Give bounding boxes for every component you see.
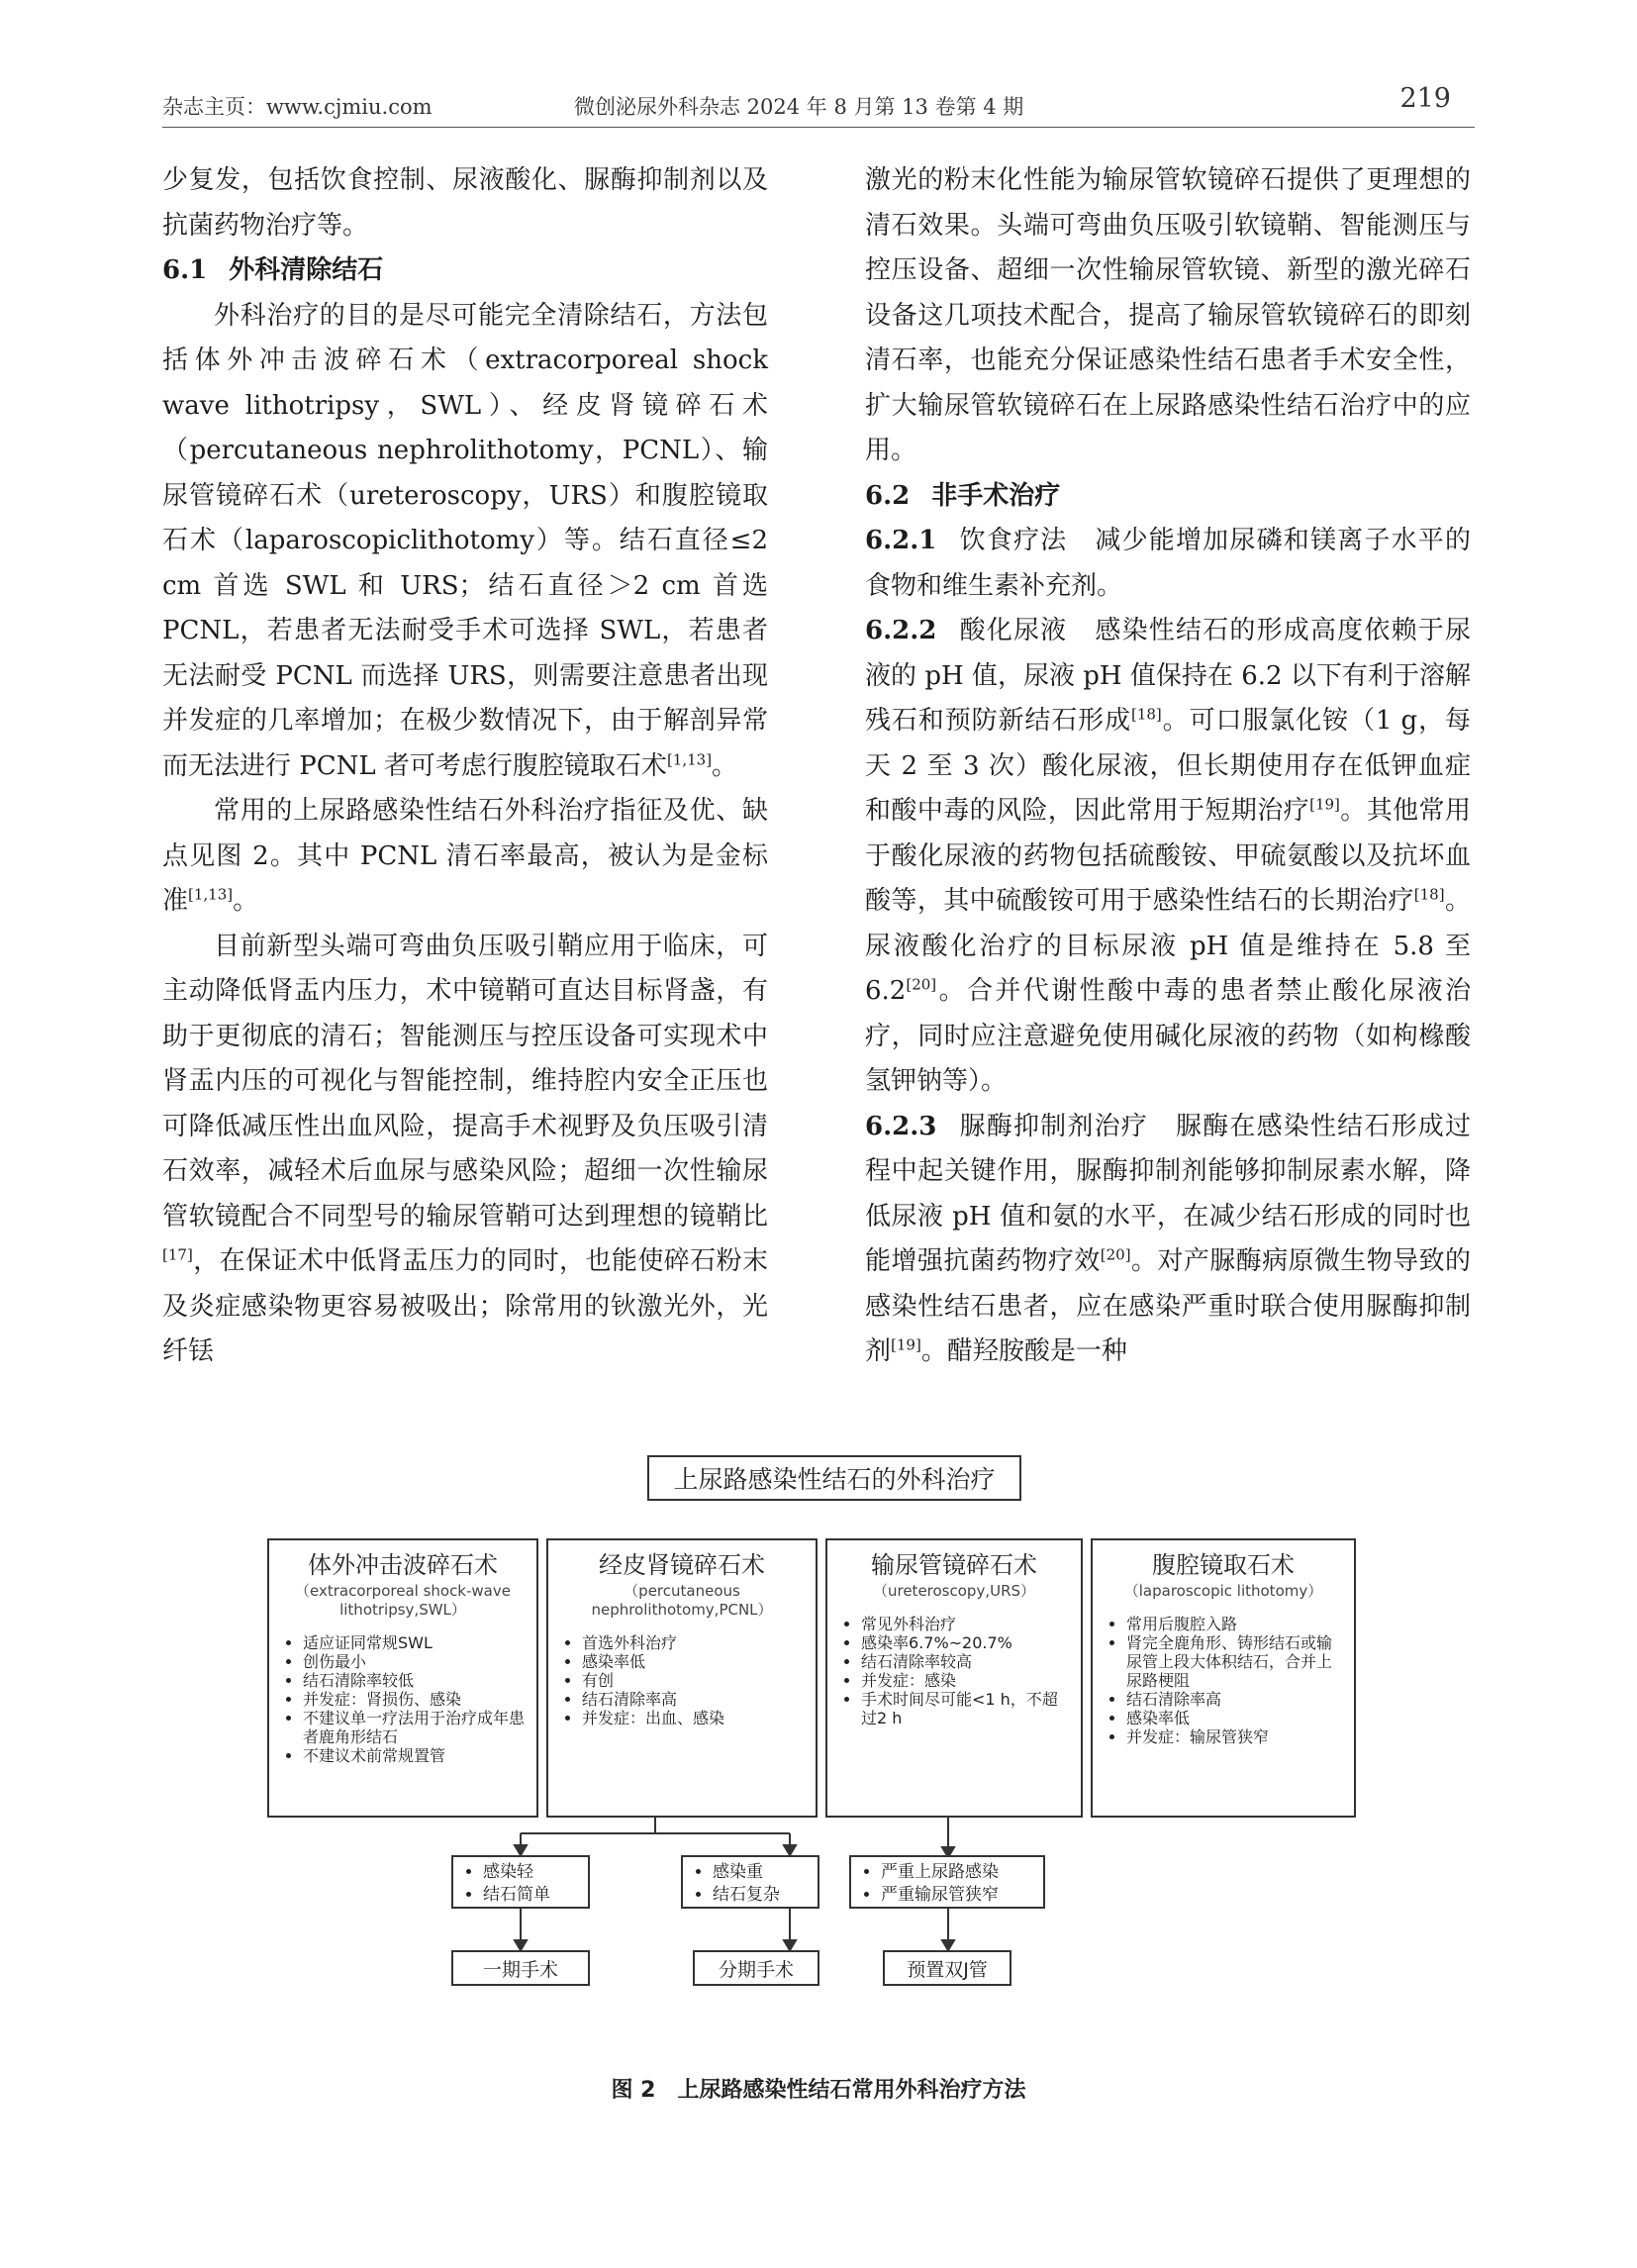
header-rule	[162, 127, 1475, 128]
citation[interactable]: [20]	[1100, 1245, 1131, 1264]
condition-mild-box	[451, 1855, 590, 1909]
list-item: • 感染率低	[582, 1652, 804, 1671]
list-item: • 并发症：输尿管狭窄	[1126, 1727, 1342, 1746]
right-column	[865, 158, 1471, 1375]
condition-urgent-box	[849, 1855, 1045, 1909]
condition-severe-box	[681, 1855, 819, 1909]
section-number: 6.1	[162, 255, 208, 285]
list-item: • 结石复杂	[713, 1884, 810, 1907]
bullet-list	[859, 1861, 1035, 1907]
paragraph-text: 外科治疗的目的是尽可能完全清除结石，方法包括体外冲击波碎石术（extracorporeal shock wave lithotripsy，SWL）、经皮肾镜碎石术（percutaneous nephrolithotomy，PCNL）、输尿管镜碎石术（ureteroscopy，URS）和腹腔镜取石术（laparoscopiclithotomy）等。结石直径≤2 cm 首选 SWL 和 URS；结石直径＞2 cm 首选 PCNL，若患者无法耐受手术可选择 SWL，若患者无法耐受 PCNL 而选择 URS，则需要注意患者出现并发症的几率增加；在极少数情况下，由于解剖异常而无法进行 PCNL 者可考虑行腹腔镜取石术	[162, 300, 768, 781]
list-item: • 结石清除率高	[1126, 1690, 1342, 1709]
category-english: （ureteroscopy,URS）	[872, 1582, 1036, 1600]
list-item: • 严重输尿管狭窄	[881, 1884, 1035, 1907]
bullet-list	[461, 1861, 580, 1907]
section-title: 外科清除结石	[229, 255, 384, 285]
paragraph-text: 常用的上尿路感染性结石外科治疗指征及优、缺点见图 2。其中 PCNL 清石率最高，被认为是金标准	[162, 796, 768, 916]
double-j-stent-box: 预置双J管	[883, 1950, 1011, 1986]
subsection-6-2-3	[865, 1105, 1471, 1375]
section-number: 6.2	[865, 480, 911, 511]
paragraph-text: 。醋羟胺酸是一种	[920, 1336, 1127, 1366]
paragraph-text: 。合并代谢性酸中毒的患者禁止酸化尿液治疗，同时应注意避免使用碱化尿液的药物（如枸橼酸氢钾钠等）。	[865, 976, 1471, 1096]
list-item: • 常用后腹腔入路	[1126, 1615, 1342, 1633]
section-heading-6-1	[162, 248, 768, 294]
list-item: • 并发症：出血、感染	[582, 1709, 804, 1727]
bullet-list	[839, 1615, 1069, 1727]
page-number: 219	[1399, 83, 1451, 114]
list-item: • 不建议单一疗法用于治疗成年患者鹿角形结石	[303, 1709, 525, 1746]
paragraph-text: 感染性结石的形成高度依赖于尿液的 pH 值，尿液 pH 值保持在 6.2 以下有利于溶解残石和预防新结石形成	[865, 616, 1471, 736]
list-item: • 手术时间尽可能<1 h，不超过2 h	[861, 1690, 1069, 1727]
list-item: • 肾完全鹿角形、铸形结石或输尿管上段大体积结石，合并上尿路梗阻	[1126, 1633, 1342, 1690]
paragraph-text: 。对产脲酶病原微生物导致的感染性结石患者，应在感染严重时联合使用脲酶抑制剂	[865, 1246, 1471, 1366]
paragraph-text: 目前新型头端可弯曲负压吸引鞘应用于临床，可主动降低肾盂内压力，术中镜鞘可直达目标肾盏，有助于更彻底的清石；智能测压与控压设备可实现术中肾盂内压的可视化与智能控制，维持腔内安全正压也可降低减压性出血风险，提高手术视野及负压吸引清石效率，减轻术后血尿与感染风险；超细一次性输尿管软镜配合不同型号的输尿管鞘可达到理想的镜鞘比	[162, 931, 768, 1232]
list-item: • 创伤最小	[303, 1652, 525, 1671]
figure-2-flowchart	[267, 1455, 1386, 2010]
section-title: 非手术治疗	[931, 480, 1061, 511]
citation[interactable]: [18]	[1130, 705, 1162, 724]
paragraph: 少复发，包括饮食控制、尿液酸化、脲酶抑制剂以及抗菌药物治疗等。	[162, 165, 768, 241]
list-item: • 并发症：肾损伤、感染	[303, 1690, 525, 1709]
category-title: 体外冲击波碎石术	[308, 1551, 498, 1579]
list-item: • 并发症：感染	[861, 1671, 1069, 1690]
subsection-title: 饮食疗法	[958, 526, 1068, 555]
citation[interactable]: [1,13]	[188, 885, 234, 904]
paragraph	[162, 294, 768, 790]
journal-homepage: 杂志主页：www.cjmiu.com	[162, 95, 433, 119]
list-item: • 感染率6.7%~20.7%	[861, 1633, 1069, 1652]
paragraph-text: ，在保证术中低肾盂压力的同时，也能使碎石粉末及炎症感染物更容易被吸出；除常用的钬激光外，光纤铥	[162, 1246, 768, 1366]
list-item: • 结石清除率高	[582, 1690, 804, 1709]
list-item: • 首选外科治疗	[582, 1633, 804, 1652]
paragraph-text: 。尿液酸化治疗的目标尿液 pH 值是维持在 5.8 至 6.2	[865, 886, 1471, 1006]
paragraph-text: 减少能增加尿磷和镁离子水平的食物和维生素补充剂。	[865, 526, 1471, 601]
citation[interactable]: [20]	[906, 975, 937, 994]
list-item: • 感染率低	[1126, 1709, 1342, 1727]
paragraph-text: 。可口服氯化铵（1 g，每天 2 至 3 次）酸化尿液，但长期使用存在低钾血症和酸中毒的风险，因此常用于短期治疗	[865, 706, 1471, 826]
list-item: • 不建议术前常规置管	[303, 1746, 525, 1765]
subsection-title: 酸化尿液	[958, 616, 1068, 645]
bullet-list	[281, 1633, 525, 1765]
list-item: • 严重上尿路感染	[881, 1861, 1035, 1884]
citation[interactable]: [18]	[1413, 885, 1445, 904]
category-title: 经皮肾镜碎石术	[599, 1551, 765, 1579]
list-item: • 适应证同常规SWL	[303, 1633, 525, 1652]
paragraph-text: 。	[233, 886, 259, 916]
list-item: • 感染轻	[483, 1861, 580, 1884]
paragraph-text: 。	[712, 750, 738, 781]
laparoscopy-box	[1091, 1538, 1356, 1818]
paragraph-text: 脲酶在感染性结石形成过程中起关键作用，脲酶抑制剂能够抑制尿素水解，降低尿液 pH 值和氨的水平，在减少结石形成的同时也能增强抗菌药物疗效	[865, 1111, 1471, 1276]
subsection-6-2-2	[865, 609, 1471, 1105]
list-item: • 结石清除率较低	[303, 1671, 525, 1690]
figure-caption: 图 2 上尿路感染性结石常用外科治疗方法	[611, 2078, 1026, 2103]
category-english: （extracorporeal shock-wave lithotripsy,SWL）	[295, 1582, 511, 1619]
swl-box	[267, 1538, 538, 1818]
staged-surgery-box: 分期手术	[693, 1950, 819, 1986]
list-item: • 结石清除率较高	[861, 1652, 1069, 1671]
list-item: • 常见外科治疗	[861, 1615, 1069, 1633]
subsection-number: 6.2.1	[865, 526, 937, 555]
category-title: 腹腔镜取石术	[1152, 1551, 1295, 1579]
subsection-number: 6.2.2	[865, 616, 937, 645]
list-item: • 结石简单	[483, 1884, 580, 1907]
citation[interactable]: [1,13]	[666, 749, 713, 768]
one-stage-surgery-box: 一期手术	[451, 1950, 590, 1986]
subsection-number: 6.2.3	[865, 1111, 937, 1141]
category-english: （percutaneous nephrolithotomy,PCNL）	[591, 1582, 773, 1619]
paragraph	[162, 789, 768, 925]
category-english: （laparoscopic lithotomy）	[1123, 1582, 1323, 1600]
journal-issue: 微创泌尿外科杂志 2024 年 8 月第 13 卷第 4 期	[574, 95, 1024, 119]
bullet-list	[1105, 1615, 1342, 1746]
citation[interactable]: [19]	[1309, 795, 1340, 814]
figure-title-box: 上尿路感染性结石的外科治疗	[647, 1455, 1021, 1501]
left-column	[162, 158, 768, 1375]
subsection-title: 脲酶抑制剂治疗	[958, 1111, 1148, 1141]
bullet-list	[691, 1861, 810, 1907]
paragraph-text: 。其他常用于酸化尿液的药物包括硫酸铵、甲硫氨酸以及抗坏血酸等，其中硫酸铵可用于感染性结石的长期治疗	[865, 796, 1471, 916]
list-item: • 有创	[582, 1671, 804, 1690]
pcnl-box	[546, 1538, 818, 1818]
list-item: • 感染重	[713, 1861, 810, 1884]
paragraph	[162, 925, 768, 1375]
category-title: 输尿管镜碎石术	[871, 1551, 1037, 1579]
citation[interactable]: [19]	[891, 1335, 921, 1354]
section-heading-6-2	[865, 474, 1471, 520]
bullet-list	[560, 1633, 804, 1727]
subsection-6-2-1	[865, 519, 1471, 609]
citation[interactable]: [17]	[162, 1245, 193, 1264]
paragraph: 激光的粉末化性能为输尿管软镜碎石提供了更理想的清石效果。头端可弯曲负压吸引软镜鞘、智能测压与控压设备、超细一次性输尿管软镜、新型的激光碎石设备这几项技术配合，提高了输尿管软镜碎石的即刻清石率，也能充分保证感染性结石患者手术安全性，扩大输尿管软镜碎石在上尿路感染性结石治疗中的应用。	[865, 165, 1471, 465]
urs-box	[825, 1538, 1083, 1818]
